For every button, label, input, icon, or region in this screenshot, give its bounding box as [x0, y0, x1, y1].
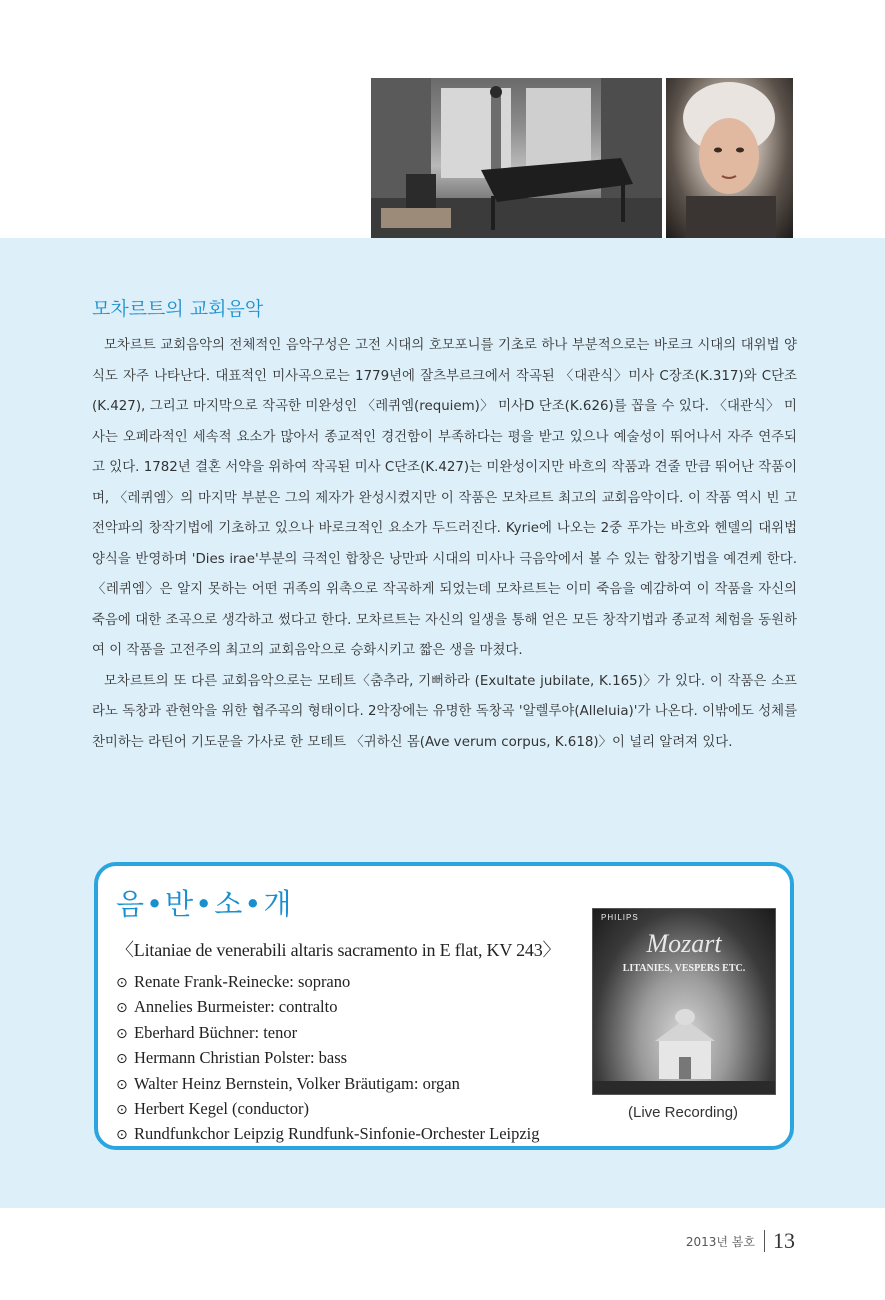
- list-item: [116, 1046, 540, 1071]
- page-number: 13: [773, 1228, 795, 1253]
- credit-text: Hermann Christian Polster: bass: [134, 1048, 348, 1068]
- mozart-portrait-illustration: [666, 78, 793, 238]
- album-heading: 음•반•소•개: [116, 887, 294, 921]
- article-paragraph: 모차르트 교회음악의 전체적인 음악구성은 고전 시대의 호모포니를 기초로 하나 부분적으로는 바로크 시대의 대위법 양식도 자주 나타난다. 대표적인 미사곡으로는 1779년에 잘츠부르크에서 작곡된 〈대관식〉미사 C장조(K.317)와 C단조(K.427), 그리고 마지막으로 작곡한 미완성인 〈레퀴엠(requiem)〉 미사D 단조(K.626)를 꼽을 수 있다. 〈대관식〉 미사는 오페라적인 세속적 요소가 많아서 종교적인 경건함이 부족하다는 평을 받고 있으나 예술성이 뛰어나서 자주 연주되고 있다. 1782년 결혼 서약을 위하여 작곡된 미사 C단조(K.427)는 미완성이지만 바흐의 작품과 견줄 만큼 뛰어난 작품이며, 〈레퀴엠〉의 마지막 부분은 그의 제자가 완성시켰지만 이 작품은 모차르트 최고의 교회음악이다. 이 작품 역시 빈 고전악파의 창작기법에 기초하고 있으나 바로크적인 요소가 두드러진다. Kyrie에 나오는 2중 푸가는 바흐와 헨델의 대위법 양식을 반영하며 'Dies irae'부분의 극적인 합창은 낭만파 시대의 미사나 극음악에서 볼 수 있는 합창기법을 예견케 한다. 〈레퀴엠〉은 알지 못하는 어떤 귀족의 위촉으로 작곡하게 되었는데 모차르트는 이미 죽음을 예감하여 이 작품을 자신의 죽음에 대한 조곡으로 생각하고 썼다고 한다. 모차르트는 자신의 일생을 통해 얻은 모든 창작기법과 종교적 체험을 동원하여 이 작품을 고전주의 최고의 교회음악으로 승화시키고 짧은 생을 마쳤다.: [92, 338, 797, 658]
- circle-dot-icon: ⊙: [116, 1000, 128, 1017]
- list-item: [116, 1097, 540, 1122]
- credit-text: Herbert Kegel (conductor): [134, 1099, 309, 1119]
- live-recording-note: (Live Recording): [628, 1104, 739, 1121]
- circle-dot-icon: ⊙: [116, 1076, 128, 1093]
- circle-dot-icon: ⊙: [116, 1102, 128, 1119]
- credit-text: Rundfunkchor Leipzig Rundfunk-Sinfonie-Orchester Leipzig: [134, 1124, 540, 1144]
- piano-room-illustration: [371, 78, 662, 238]
- credit-text: Renate Frank-Reinecke: soprano: [134, 972, 351, 991]
- list-item: [116, 970, 540, 995]
- circle-dot-icon: ⊙: [116, 1051, 128, 1068]
- footer-divider: [764, 1230, 765, 1252]
- circle-dot-icon: ⊙: [116, 1127, 128, 1144]
- album-credits-list: [116, 970, 540, 1148]
- list-item: [116, 1072, 540, 1097]
- list-item: [116, 1122, 540, 1147]
- cover-title: Mozart: [646, 929, 722, 958]
- album-work-title: 〈Litaniae de venerabili altaris sacramento in E flat, KV 243〉: [116, 940, 561, 960]
- credit-text: Eberhard Büchner: tenor: [134, 1022, 298, 1042]
- circle-dot-icon: ⊙: [116, 1025, 128, 1042]
- list-item: [116, 1021, 540, 1046]
- room-piano-photo: [371, 78, 662, 238]
- credit-text: Annelies Burmeister: contralto: [134, 997, 338, 1017]
- mozart-portrait-photo: [666, 78, 793, 238]
- section-title: 모차르트의 교회음악: [92, 298, 264, 320]
- album-recommendation-box: [94, 862, 794, 1150]
- circle-dot-icon: ⊙: [116, 975, 128, 991]
- cover-chapel-illustration: [593, 909, 776, 1095]
- list-item: [116, 995, 540, 1020]
- cover-label: PHILIPS: [601, 913, 639, 922]
- issue-label: 2013년 봄호: [685, 1234, 755, 1249]
- credit-text: Walter Heinz Bernstein, Volker Bräutigam: organ: [134, 1073, 460, 1093]
- page-footer: [686, 1228, 795, 1254]
- cover-subtitle: LITANIES, VESPERS ETC.: [622, 963, 746, 974]
- article-paragraph: 모차르트의 또 다른 교회음악으로는 모테트〈춤추라, 기뻐하라 (Exultate jubilate, K.165)〉가 있다. 이 작품은 소프라노 독창과 관현악을 위한 협주곡의 형태이다. 2악장에는 유명한 독창곡 '알렐루야(Alleluia)'가 나온다. 이밖에도 성체를 찬미하는 라틴어 기도문을 가사로 한 모테트 〈귀하신 몸(Ave verum corpus, K.618)〉이 널리 알려져 있다.: [92, 673, 797, 750]
- album-cover-image: [592, 908, 776, 1095]
- article-body: [92, 331, 797, 758]
